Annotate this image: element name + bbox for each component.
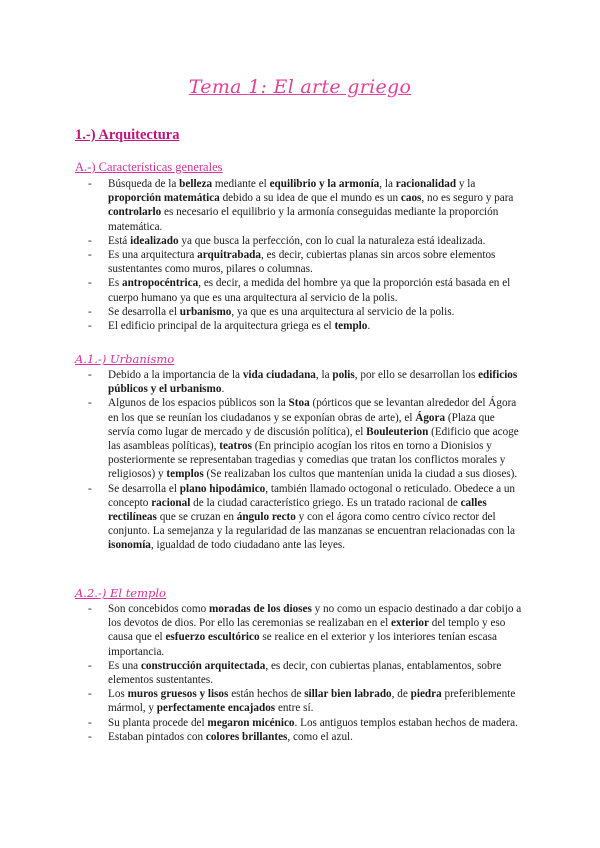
bold-text: calles rectilíneas [108,496,487,524]
text-run: y no como un espacio destinado a dar cobijo a los devotos de dios. Por ello las ceremonias se realizaban en el [108,603,522,630]
bold-text: construcción arquitectada [140,659,266,672]
text-run: , ya que es una arquitectura al servicio de la polis. [231,305,455,318]
text-run: Su planta procede del [108,716,208,729]
list-item [88,248,524,276]
text-run: , no es seguro y para [421,192,514,205]
text-run: que se cruzan en [156,511,237,524]
text-run: , es decir, cubiertas planas sin arcos sobre elementos sustentantes como muros, pilares o columnas. [108,249,496,276]
bullet-dash: - [88,249,92,262]
text-run: , es decir, a medida del hombre ya que la proporción está basada en el cuerpo humano ya que es una arquitectura al servicio de la polis. [108,277,511,304]
subsection-heading-urbanismo: A.1.-) Urbanismo [75,352,175,366]
text-run: entre sí. [275,702,314,715]
bullet-dash: - [88,659,92,672]
list-item [88,396,524,481]
text-run: , por ello se desarrollan los [354,369,479,381]
bold-text: vida ciudadana [242,369,316,381]
text-run: , la [315,369,333,381]
text-run: Se desarrolla el [108,482,180,495]
bold-text: caos [400,192,422,205]
text-run: . Los antiguos templos estaban hechos de madera. [294,716,518,729]
text-run: Es [108,277,122,290]
bold-text: edificios públicos y el urbanismo [108,369,518,396]
text-run: debido a su idea de que el mundo es un [219,192,401,205]
bold-text: polis [332,369,355,381]
list-item [88,177,524,234]
text-run: están hechos de [228,688,305,701]
bullet-dash: - [88,716,92,729]
bullet-dash: - [88,277,92,290]
text-run: (pórticos que se levantan alrededor del Ágora en los que se reunían los ciudadanos y se exponían obras de arte), el [108,397,517,424]
text-run: El edificio principal de la arquitectura griega es el [108,320,335,333]
list-item [88,368,524,396]
bold-text: exterior [391,617,429,630]
text-run: , igualdad de todo ciudadano ante las leyes. [150,539,346,552]
bold-text: racionalidad [395,178,457,190]
bold-text: muros gruesos y lisos [127,688,229,701]
bullet-dash: - [88,369,92,381]
bold-text: urbanismo [179,305,232,318]
bullet-dash: - [88,178,92,190]
bold-text: equilibrio y la armonía [269,178,380,190]
text-run: . [221,383,225,396]
bullet-dash: - [88,305,92,318]
bullet-dash: - [88,234,92,247]
bold-text: isonomía [108,539,151,552]
bold-text: sillar bien labrado [304,688,392,701]
text-run: y con el ágora como centro cívico rector del conjunto. La semejanza y la regularidad de las manzanas se encuentran relacionadas con la [108,511,515,538]
bullet-dash: - [88,603,92,615]
text-run: se realice en el exterior y los interiores tenían escasa importancia. [108,631,497,658]
bold-text: esfuerzo escultórico [165,631,260,644]
text-run: Es una arquitectura [108,249,198,262]
text-run: , la [379,178,396,190]
bold-text: belleza [179,178,213,190]
text-run: del templo y eso causa que el [108,617,506,644]
bold-text: arquitrabada [197,249,261,262]
text-run: mediante el [212,178,270,190]
list-item [88,234,524,248]
bold-text: colores brillantes [205,730,288,743]
text-run: , también llamado octogonal o reticulado. Obedece a un concepto [108,482,516,509]
bold-text: idealizado [130,234,179,247]
subsection-heading-caracteristicas: A.-) Características generales [75,160,223,174]
list-item [88,305,524,319]
text-run: preferiblemente mármol, y [108,688,516,715]
bold-text: Ágora [415,411,446,424]
bold-text: plano hipodámico [179,482,266,495]
text-run: Debido a la importancia de la [108,369,243,381]
text-run: Es una [108,659,141,672]
text-run: Son concebidos como [108,603,209,615]
text-run: Búsqueda de la [108,178,180,190]
text-run: (Edificio que acoge las asambleas políticas), [108,425,519,453]
text-run: Se desarrolla el [108,305,180,318]
text-run: (Plaza que servía como lugar de mercado y de discusión política), el [108,411,495,438]
bold-text: moradas de los dioses [208,603,312,615]
bold-text: racional [151,496,191,509]
text-run: (En principio acogían los ritos en torno a Dionisios y posteriormente se representaban tragedias y comedias que tratan los conflictos morales y religiosos) y [108,440,506,481]
subsection-heading-templo: A.2.-) El templo [75,586,166,600]
text-run: . [367,320,371,333]
bullet-dash: - [88,482,92,495]
bold-text: piedra [410,688,442,701]
text-run: Está [108,234,131,247]
text-run: Los [108,688,128,701]
text-run: , de [391,688,411,701]
bold-text: Bouleuterion [366,425,429,438]
text-run: , es decir, con cubiertas planas, entablamentos, sobre elementos sustentantes. [108,659,502,687]
bullet-dash: - [88,320,92,333]
list-item [88,602,524,659]
bold-text: templos [166,468,204,481]
list-item [88,482,524,553]
text-run: Algunos de los espacios públicos son la [108,397,289,410]
list-item [88,687,524,715]
bullet-dash: - [88,688,92,701]
list-item [88,659,524,687]
bullet-dash: - [88,397,92,410]
page-title: Tema 1: El arte griego [188,76,412,98]
bold-text: Stoa [288,397,310,410]
bold-text: proporción matemática [108,192,220,205]
text-run: ya que busca la perfección, con lo cual la naturaleza está idealizada. [178,234,486,247]
list-urbanismo [88,368,524,553]
section-heading-arquitectura: 1.-) Arquitectura [75,127,180,143]
list-caracteristicas [88,177,524,333]
bold-text: templo [334,320,368,333]
bullet-dash: - [88,730,92,743]
text-run: y la [456,178,476,190]
list-item [88,730,524,744]
text-run: de la ciudad característico griego. Es un tratado racional de [190,496,461,509]
list-item [88,319,524,333]
bold-text: teatros [219,440,252,453]
bold-text: antropocéntrica [121,277,199,290]
bold-text: megaron micénico [207,716,295,729]
text-run: es necesario el equilibrio y la armonía conseguidas mediante la proporción matemática. [108,206,499,233]
list-item [88,716,524,730]
text-run: , como el azul. [287,730,353,743]
text-run: Estaban pintados con [108,730,206,743]
bold-text: controlarlo [108,206,162,219]
list-templo [88,602,524,744]
text-run: (Se realizaban los cultos que mantenían unida la ciudad a sus dioses). [203,468,518,481]
bold-text: perfectamente encajados [156,702,276,715]
bold-text: ángulo recto [236,511,296,524]
list-item [88,276,524,304]
